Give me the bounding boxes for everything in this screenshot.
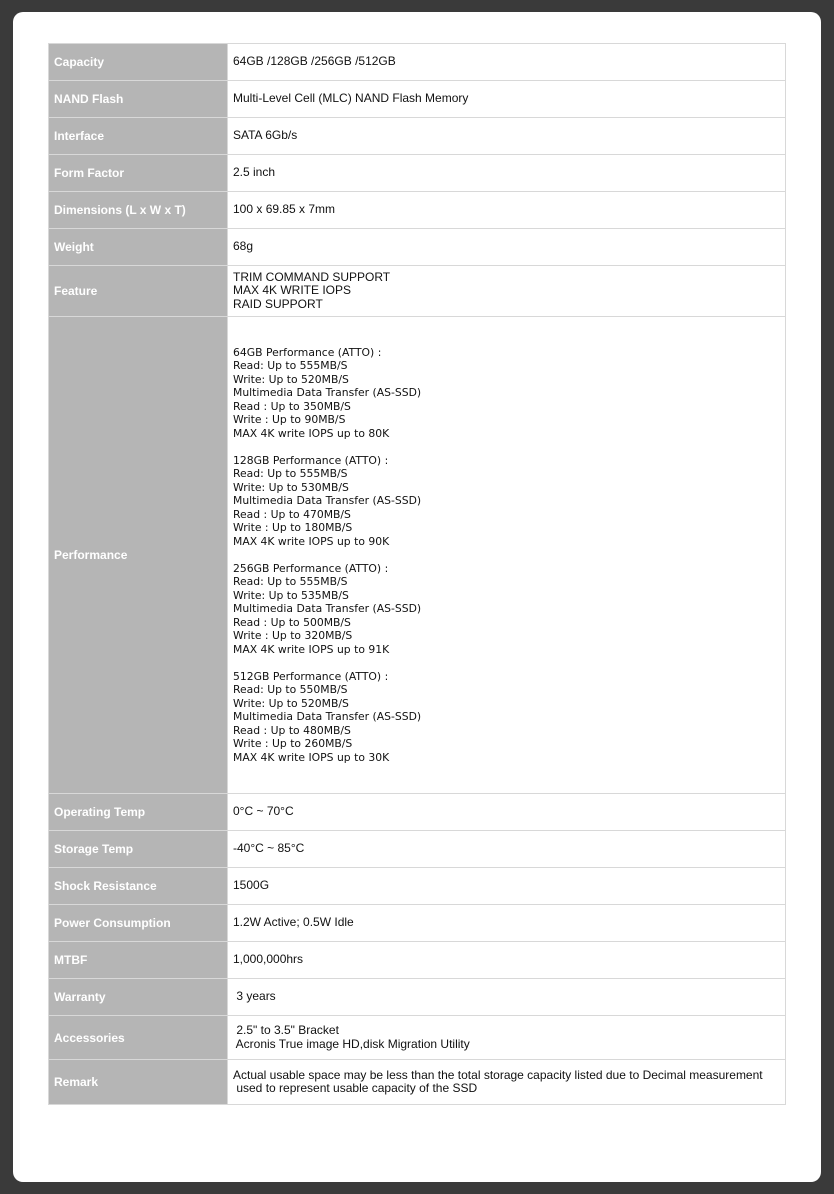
- spec-value: [228, 229, 786, 266]
- spec-row: [49, 317, 786, 794]
- performance-line: Write: Up to 535MB/S: [233, 588, 349, 602]
- spec-row: [49, 81, 786, 118]
- spec-row: [49, 831, 786, 868]
- spec-value: [228, 44, 786, 81]
- spec-row: [49, 1060, 786, 1105]
- performance-line: 256GB Performance (ATTO) :: [233, 561, 389, 575]
- spec-row: [49, 266, 786, 317]
- performance-block: [233, 562, 780, 657]
- spec-row: [49, 905, 786, 942]
- spec-label: Weight: [49, 229, 228, 266]
- performance-line: Read : Up to 350MB/S: [233, 399, 351, 413]
- performance-line: Read: Up to 555MB/S: [233, 575, 348, 589]
- spec-value-line: 100 x 69.85 x 7mm: [233, 202, 336, 217]
- performance-line: Read: Up to 555MB/S: [233, 359, 348, 373]
- performance-line: Write: Up to 520MB/S: [233, 696, 349, 710]
- spec-row: [49, 942, 786, 979]
- spec-row: [49, 229, 786, 266]
- performance-line: Write : Up to 320MB/S: [233, 629, 353, 643]
- spec-row: [49, 192, 786, 229]
- spec-value: [228, 794, 786, 831]
- spec-value-line: 3 years: [233, 989, 276, 1004]
- spec-value: [228, 942, 786, 979]
- spec-value-line: Acronis True image HD,disk Migration Utility: [233, 1036, 470, 1051]
- performance-line: Read : Up to 500MB/S: [233, 615, 351, 629]
- performance-line: 512GB Performance (ATTO) :: [233, 669, 389, 683]
- performance-block: [233, 670, 780, 765]
- performance-line: MAX 4K write IOPS up to 90K: [233, 534, 390, 548]
- spec-table: [48, 43, 786, 1105]
- spec-value-line: MAX 4K WRITE IOPS: [233, 283, 352, 298]
- performance-line: Multimedia Data Transfer (AS-SSD): [233, 710, 422, 724]
- spec-label: Dimensions (L x W x T): [49, 192, 228, 229]
- spec-value: [228, 979, 786, 1016]
- spec-value-line: 1500G: [233, 878, 270, 893]
- performance-line: 64GB Performance (ATTO) :: [233, 345, 382, 359]
- performance-line: MAX 4K write IOPS up to 30K: [233, 750, 390, 764]
- performance-line: Read : Up to 470MB/S: [233, 507, 351, 521]
- performance-line: 128GB Performance (ATTO) :: [233, 453, 389, 467]
- performance-line: Read: Up to 550MB/S: [233, 683, 348, 697]
- performance-line: Write: Up to 530MB/S: [233, 480, 349, 494]
- performance-line: Write : Up to 180MB/S: [233, 521, 353, 535]
- spec-value-line: 1.2W Active; 0.5W Idle: [233, 915, 354, 930]
- spec-label: Shock Resistance: [49, 868, 228, 905]
- spec-row: [49, 868, 786, 905]
- spec-value-line: -40°C ~ 85°C: [233, 841, 305, 856]
- spec-value: [228, 317, 786, 794]
- spec-label: Form Factor: [49, 155, 228, 192]
- spec-label: Remark: [49, 1060, 228, 1105]
- spec-value: [228, 266, 786, 317]
- performance-block: [233, 454, 780, 549]
- spec-value-line: Actual usable space may be less than the total storage capacity listed due to Decimal measurement: [233, 1067, 763, 1082]
- spec-value-line: 1,000,000hrs: [233, 952, 304, 967]
- spec-label: Accessories: [49, 1016, 228, 1060]
- spec-label: Feature: [49, 266, 228, 317]
- spec-label: NAND Flash: [49, 81, 228, 118]
- spec-value: [228, 831, 786, 868]
- performance-line: Write: Up to 520MB/S: [233, 372, 349, 386]
- performance-line: MAX 4K write IOPS up to 91K: [233, 642, 390, 656]
- spec-value: [228, 81, 786, 118]
- performance-line: Write : Up to 90MB/S: [233, 413, 346, 427]
- spec-label: Power Consumption: [49, 905, 228, 942]
- spec-label: Storage Temp: [49, 831, 228, 868]
- spec-value-line: 2.5" to 3.5" Bracket: [233, 1023, 339, 1037]
- spec-value: [228, 192, 786, 229]
- spec-label: Operating Temp: [49, 794, 228, 831]
- spec-value: [228, 1016, 786, 1060]
- spec-value: [228, 118, 786, 155]
- spec-label: Capacity: [49, 44, 228, 81]
- spec-label: Interface: [49, 118, 228, 155]
- spec-value-line: 0°C ~ 70°C: [233, 804, 294, 819]
- spec-value: [228, 155, 786, 192]
- spec-label: Warranty: [49, 979, 228, 1016]
- spec-row: [49, 1016, 786, 1060]
- spec-value-line: 2.5 inch: [233, 165, 276, 180]
- spec-value-line: Multi-Level Cell (MLC) NAND Flash Memory: [233, 91, 469, 106]
- spec-value-line: TRIM COMMAND SUPPORT: [233, 269, 391, 284]
- performance-line: Read: Up to 555MB/S: [233, 467, 348, 481]
- performance-block: [233, 346, 780, 441]
- performance-line: Multimedia Data Transfer (AS-SSD): [233, 386, 422, 400]
- spec-row: [49, 155, 786, 192]
- spec-label: MTBF: [49, 942, 228, 979]
- spec-value: [228, 868, 786, 905]
- spec-value-line: 64GB /128GB /256GB /512GB: [233, 54, 396, 69]
- spec-row: [49, 44, 786, 81]
- spec-value: [228, 1060, 786, 1105]
- spec-row: [49, 979, 786, 1016]
- spec-value: [228, 905, 786, 942]
- spec-value-line: RAID SUPPORT: [233, 296, 323, 311]
- spec-label: Performance: [49, 317, 228, 794]
- spec-value-line: SATA 6Gb/s: [233, 128, 298, 143]
- performance-line: Multimedia Data Transfer (AS-SSD): [233, 602, 422, 616]
- spec-row: [49, 794, 786, 831]
- spec-row: [49, 118, 786, 155]
- performance-line: Read : Up to 480MB/S: [233, 723, 351, 737]
- performance-line: Write : Up to 260MB/S: [233, 737, 353, 751]
- performance-line: Multimedia Data Transfer (AS-SSD): [233, 494, 422, 508]
- spec-value-line: 68g: [233, 239, 254, 254]
- spec-value-line: used to represent usable capacity of the SSD: [233, 1081, 478, 1095]
- performance-line: MAX 4K write IOPS up to 80K: [233, 426, 390, 440]
